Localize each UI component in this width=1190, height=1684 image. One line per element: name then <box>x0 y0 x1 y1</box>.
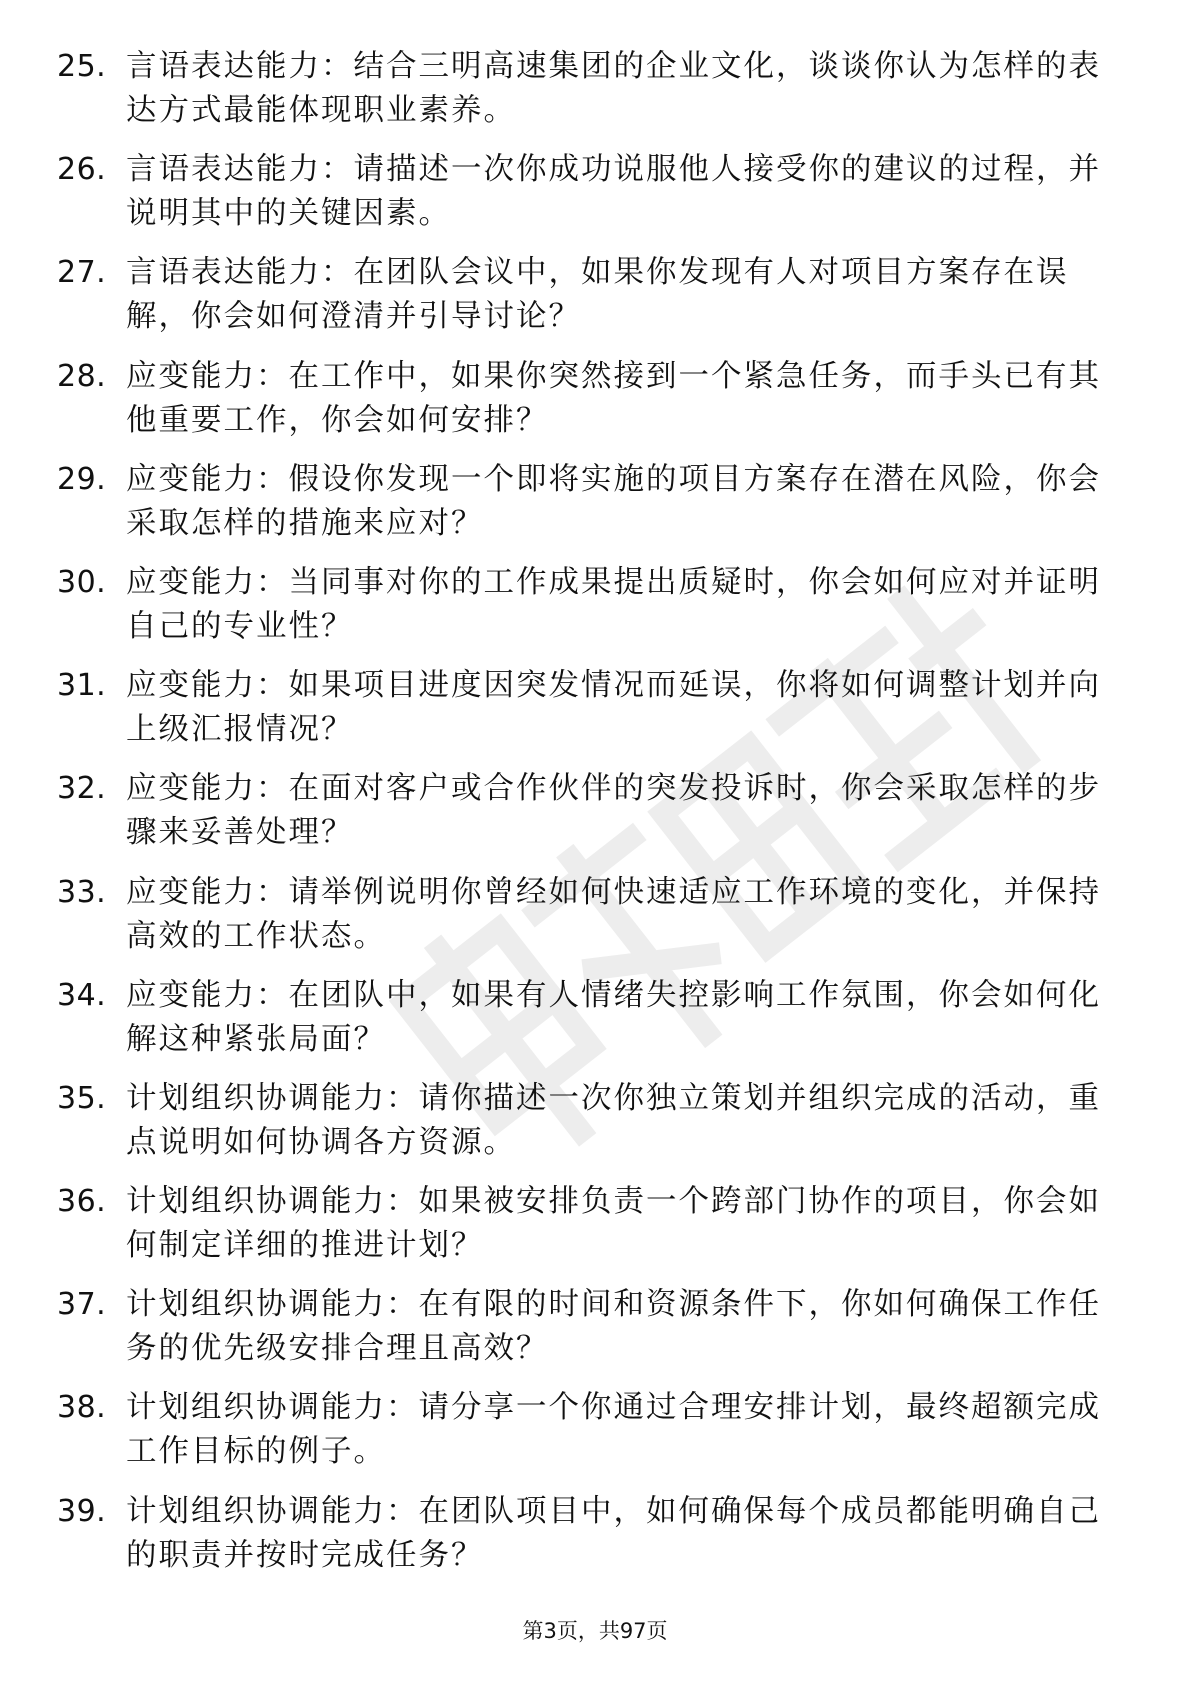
question-text: 应变能力：假设你发现一个即将实施的项目方案存在潜在风险，你会采取怎样的措施来应对？ <box>126 461 1101 541</box>
question-text: 应变能力：在面对客户或合作伙伴的突发投诉时，你会采取怎样的步骤来妥善处理？ <box>126 771 1101 851</box>
question-item <box>0 561 1190 664</box>
question-item <box>0 664 1190 767</box>
question-number: 31. <box>57 668 107 704</box>
question-number: 38. <box>57 1390 107 1426</box>
question-item <box>0 251 1190 354</box>
question-number: 34. <box>57 977 107 1013</box>
question-item <box>0 1490 1190 1593</box>
question-number: 26. <box>57 152 107 188</box>
question-text: 应变能力：如果项目进度因突发情况而延误，你将如何调整计划并向上级汇报情况？ <box>126 668 1101 748</box>
question-text: 计划组织协调能力：在有限的时间和资源条件下，你如何确保工作任务的优先级安排合理且高效？ <box>126 1287 1101 1367</box>
question-item <box>0 767 1190 870</box>
question-item <box>0 45 1190 148</box>
question-item <box>0 1077 1190 1180</box>
question-text: 计划组织协调能力：请你描述一次你独立策划并组织完成的活动，重点说明如何协调各方资源。 <box>126 1080 1101 1160</box>
question-text: 应变能力：当同事对你的工作成果提出质疑时，你会如何应对并证明自己的专业性？ <box>126 564 1101 644</box>
question-number: 39. <box>57 1493 107 1529</box>
question-number: 36. <box>57 1184 107 1220</box>
question-number: 35. <box>57 1080 107 1116</box>
question-list <box>0 45 1190 1593</box>
question-text: 应变能力：在工作中，如果你突然接到一个紧急任务，而手头已有其他重要工作，你会如何安排？ <box>126 358 1101 438</box>
question-number: 27. <box>57 255 107 291</box>
question-item <box>0 148 1190 251</box>
question-text: 计划组织协调能力：请分享一个你通过合理安排计划，最终超额完成工作目标的例子。 <box>126 1390 1101 1470</box>
question-item <box>0 458 1190 561</box>
question-item <box>0 355 1190 458</box>
question-number: 33. <box>57 874 107 910</box>
question-text: 应变能力：请举例说明你曾经如何快速适应工作环境的变化，并保持高效的工作状态。 <box>126 874 1101 954</box>
question-number: 25. <box>57 49 107 84</box>
question-number: 28. <box>57 358 107 394</box>
question-text: 言语表达能力：请描述一次你成功说服他人接受你的建议的过程，并说明其中的关键因素。 <box>126 152 1101 232</box>
page-number-label: 第3页，共97页 <box>522 1619 668 1643</box>
page-footer <box>0 1616 1190 1646</box>
question-number: 37. <box>57 1287 107 1323</box>
question-text: 言语表达能力：结合三明高速集团的企业文化，谈谈你认为怎样的表达方式最能体现职业素养。 <box>126 49 1101 128</box>
question-text: 计划组织协调能力：如果被安排负责一个跨部门协作的项目，你会如何制定详细的推进计划？ <box>126 1184 1101 1264</box>
question-item <box>0 1386 1190 1489</box>
question-item <box>0 974 1190 1077</box>
question-number: 30. <box>57 564 107 600</box>
question-text: 应变能力：在团队中，如果有人情绪失控影响工作氛围，你会如何化解这种紧张局面？ <box>126 977 1101 1057</box>
question-item <box>0 1283 1190 1386</box>
question-number: 32. <box>57 771 107 807</box>
question-number: 29. <box>57 461 107 497</box>
question-text: 计划组织协调能力：在团队项目中，如何确保每个成员都能明确自己的职责并按时完成任务？ <box>126 1493 1101 1573</box>
question-item <box>0 1180 1190 1283</box>
question-item <box>0 871 1190 974</box>
question-text: 言语表达能力：在团队会议中，如果你发现有人对项目方案存在误解，你会如何澄清并引导讨论？ <box>126 255 1069 335</box>
